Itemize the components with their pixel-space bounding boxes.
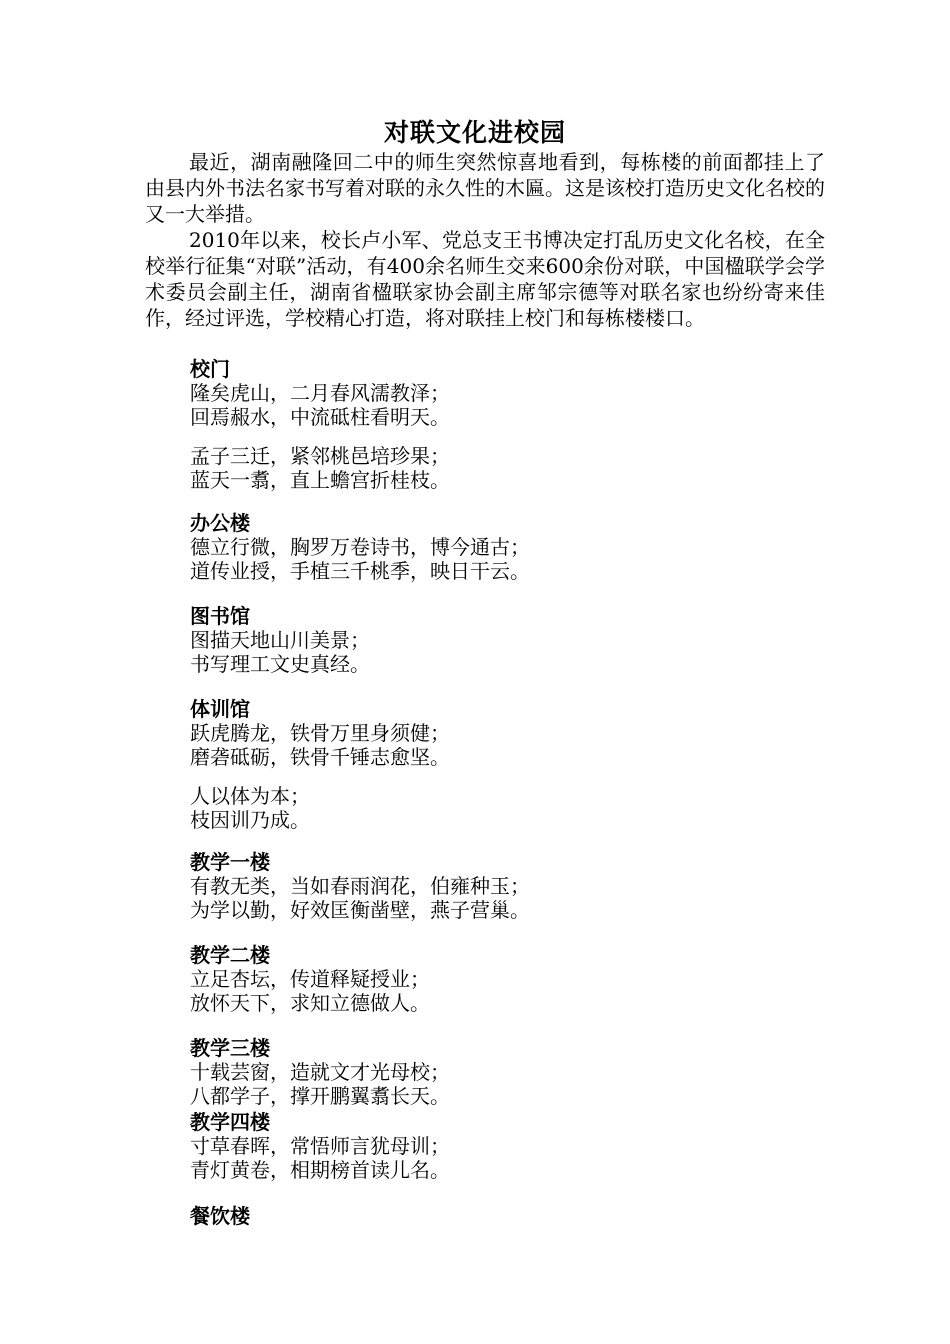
couplet-section-dining-building — [190, 1204, 250, 1228]
couplet-line: 枝因训乃成。 — [190, 808, 310, 832]
couplet-line: 青灯黄卷，相期榜首读儿名。 — [190, 1158, 450, 1182]
section-heading: 教学一楼 — [190, 850, 270, 874]
section-heading: 体训馆 — [190, 697, 250, 721]
section-heading: 教学四楼 — [190, 1110, 270, 1134]
couplet-section-gymnasium — [190, 697, 450, 769]
couplet-line: 回焉赧水，中流砥柱看明天。 — [190, 405, 450, 429]
page-title: 对联文化进校园 — [383, 118, 566, 147]
couplet-section-teaching-building-2 — [190, 943, 430, 1015]
couplet-line: 人以体为本； — [190, 784, 310, 808]
intro-paragraph-2: 2010年以来，校长卢小军、党总支王书博决定打乱历史文化名校，在全校举行征集“对联”活动，有400余名师生交来600余份对联，中国楹联学会学术委员会副主任，湖南省楹联家协会副主席邹宗德等对联名家也纷纷寄来佳作，经过评选，学校精心打造，将对联挂上校门和每栋楼楼口。 — [145, 228, 825, 330]
couplet-line: 德立行微，胸罗万卷诗书，博今通古； — [190, 535, 530, 559]
section-heading: 校门 — [190, 357, 230, 381]
couplet-line: 隆矣虎山，二月春风濡教泽； — [190, 381, 450, 405]
section-heading: 教学三楼 — [190, 1036, 270, 1060]
couplet-section-library — [190, 604, 370, 676]
couplet-line: 为学以勤，好效匡衡凿壁，燕子营巢。 — [190, 898, 530, 922]
couplet-section-teaching-building-3 — [190, 1036, 450, 1108]
section-heading: 餐饮楼 — [190, 1204, 250, 1228]
couplet-line: 十载芸窗，造就文才光母校； — [190, 1060, 450, 1084]
couplet-line: 蓝天一翥，直上蟾宫折桂枝。 — [190, 468, 450, 492]
section-heading: 办公楼 — [190, 511, 250, 535]
couplet-section-teaching-building-1 — [190, 850, 530, 922]
couplet-line: 放怀天下，求知立德做人。 — [190, 991, 430, 1015]
couplet-section-teaching-building-4 — [190, 1110, 450, 1182]
couplet-line: 孟子三迁，紧邻桃邑培珍果； — [190, 444, 450, 468]
couplet-line: 立足杏坛，传道释疑授业； — [190, 967, 430, 991]
couplet-section-school-gate — [190, 357, 450, 429]
couplet-line: 有教无类，当如春雨润花，伯雍种玉； — [190, 874, 530, 898]
section-heading: 图书馆 — [190, 604, 250, 628]
intro-paragraph-1: 最近，湖南融隆回二中的师生突然惊喜地看到，每栋楼的前面都挂上了由县内外书法名家书写着对联的永久性的木匾。这是该校打造历史文化名校的又一大举措。 — [145, 150, 825, 226]
couplet-line: 图描天地山川美景； — [190, 628, 370, 652]
section-heading: 教学二楼 — [190, 943, 270, 967]
couplet-line: 书写理工文史真经。 — [190, 652, 370, 676]
couplet-line: 寸草春晖，常悟师言犹母训； — [190, 1134, 450, 1158]
couplet-section-gymnasium-2 — [190, 784, 310, 832]
couplet-line: 跃虎腾龙，铁骨万里身须健； — [190, 721, 450, 745]
couplet-section-office-building — [190, 511, 530, 583]
couplet-line: 道传业授，手植三千桃季，映日干云。 — [190, 559, 530, 583]
couplet-line: 八都学子，撑开鹏翼翥长天。 — [190, 1084, 450, 1108]
couplet-section-school-gate-2 — [190, 444, 450, 492]
couplet-line: 磨砻砥砺，铁骨千锤志愈坚。 — [190, 745, 450, 769]
